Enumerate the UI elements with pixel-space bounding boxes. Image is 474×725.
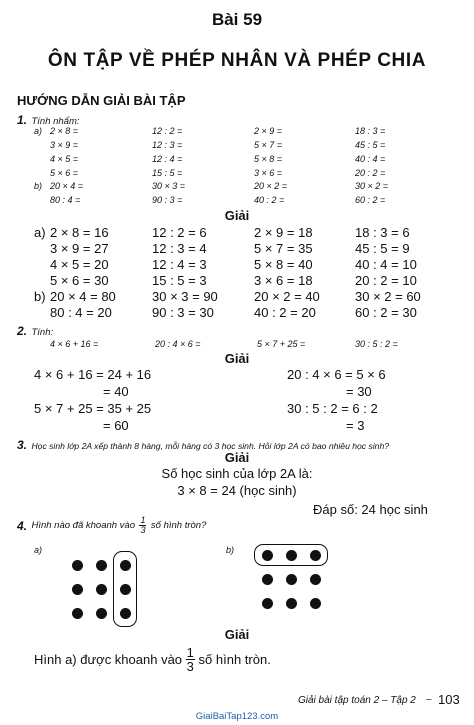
q1-answer: 2 × 9 = 18 (254, 225, 313, 240)
q2-giai: Giải (224, 351, 250, 366)
q3-solution-line: Số học sinh của lớp 2A là: (161, 466, 313, 481)
circle-dot (72, 560, 83, 571)
q1-prompt: Tính nhẩm: (31, 116, 80, 127)
q4-giai: Giải (224, 627, 250, 642)
page-title: ÔN TẬP VỀ PHÉP NHÂN VÀ PHÉP CHIA (47, 50, 427, 71)
q4-answer-fraction-numerator: 1 (186, 645, 194, 660)
q1-problem: 3 × 6 = (254, 168, 283, 178)
q2-problem: 30 : 5 : 2 = (355, 339, 398, 349)
q2-answer-line: 4 × 6 + 16 = 24 + 16 (34, 367, 152, 382)
q1-answer: 20 × 2 = 40 (254, 289, 320, 304)
q2-answer-line: 5 × 7 + 25 = 35 + 25 (34, 401, 152, 416)
q4-heading (17, 516, 206, 535)
circle-dot (310, 574, 321, 585)
q2-answer-line: = 30 (346, 384, 372, 399)
q4-answer-fraction-denominator: 3 (186, 659, 194, 674)
q1-problem: 12 : 3 = (152, 140, 183, 150)
q1-problem: 80 : 4 = (50, 195, 81, 205)
circle-dot (286, 574, 297, 585)
q4-answer-after: số hình tròn. (198, 652, 271, 667)
q3-solution-calc: 3 × 8 = 24 (học sinh) (177, 483, 297, 498)
q1-answer: 30 × 3 = 90 (152, 289, 218, 304)
q2-answer-line: = 40 (103, 384, 129, 399)
q4-fraction (139, 516, 146, 535)
q1-answer: 2 × 8 = 16 (50, 225, 109, 240)
q1-problem: 12 : 2 = (152, 126, 183, 136)
q1-answer: 18 : 3 = 6 (355, 225, 410, 240)
q2-problem: 4 × 6 + 16 = (50, 339, 99, 349)
q4-fraction-denominator: 3 (140, 525, 146, 535)
q4-answer-before: Hình a) được khoanh vào (34, 652, 183, 667)
q2-number: 2. (17, 324, 28, 338)
q1-answer: 5 × 7 = 35 (254, 241, 313, 256)
circle-dot (72, 584, 83, 595)
circle-dot (262, 574, 273, 585)
q1-answer: 12 : 2 = 6 (152, 225, 207, 240)
q1-answer: 12 : 3 = 4 (152, 241, 207, 256)
q2-problem: 20 : 4 × 6 = (155, 339, 201, 349)
q1-answer: 40 : 2 = 20 (254, 305, 316, 320)
q1-answer: 45 : 5 = 9 (355, 241, 410, 256)
q1-problem: 15 : 5 = (152, 168, 183, 178)
q4-answer-fraction (186, 646, 195, 673)
q2-answer-line: 20 : 4 × 6 = 5 × 6 (287, 367, 386, 382)
q2-answer-line: = 3 (346, 418, 365, 433)
q1-problem: 20 : 2 = (355, 168, 386, 178)
q1-answer: 20 × 4 = 80 (50, 289, 116, 304)
q1-label-b: b) (34, 181, 43, 191)
q2-answer-line: 30 : 5 : 2 = 6 : 2 (287, 401, 378, 416)
q1-answer-label-a: a) (34, 225, 46, 240)
circle-dot (96, 584, 107, 595)
q1-problem: 12 : 4 = (152, 154, 183, 164)
q1-problem: 60 : 2 = (355, 195, 386, 205)
q2-problem: 5 × 7 + 25 = (257, 339, 306, 349)
q1-answer: 40 : 4 = 10 (355, 257, 417, 272)
q4-fraction-numerator: 1 (140, 515, 146, 525)
watermark: GiaiBaiTap123.com (195, 711, 279, 722)
q1-problem: 20 × 2 = (254, 181, 288, 191)
q1-problem: 5 × 8 = (254, 154, 283, 164)
q1-problem: 2 × 9 = (254, 126, 283, 136)
footer-dash: – (426, 694, 432, 705)
encircling-loop (113, 551, 137, 627)
encircling-loop (254, 544, 328, 566)
q1-answer-label-b: b) (34, 289, 46, 304)
q3-giai: Giải (224, 450, 250, 465)
q1-answer: 80 : 4 = 20 (50, 305, 112, 320)
q1-problem: 30 × 3 = (152, 181, 186, 191)
q1-answer: 90 : 3 = 30 (152, 305, 214, 320)
q1-problem: 20 × 4 = (50, 181, 84, 191)
page-number: 103 (438, 692, 460, 707)
q4-label-a: a) (34, 545, 43, 555)
q4-prompt-before: Hình nào đã khoanh vào (31, 520, 135, 531)
q1-answer: 60 : 2 = 30 (355, 305, 417, 320)
q1-problem: 5 × 7 = (254, 140, 283, 150)
q1-problem: 45 : 5 = (355, 140, 386, 150)
q2-heading (17, 322, 53, 340)
q4-prompt-after: số hình tròn? (150, 520, 207, 531)
footer-book-title: Giải bài tập toán 2 – Tập 2 (298, 695, 416, 706)
circle-dot (96, 560, 107, 571)
circle-dot (96, 608, 107, 619)
q1-problem: 90 : 3 = (152, 195, 183, 205)
q1-answer: 12 : 4 = 3 (152, 257, 207, 272)
q1-problem: 18 : 3 = (355, 126, 386, 136)
lesson-number: Bài 59 (211, 10, 263, 29)
section-header: HƯỚNG DẪN GIẢI BÀI TẬP (17, 93, 186, 108)
q1-answer: 3 × 6 = 18 (254, 273, 313, 288)
q1-problem: 2 × 8 = (50, 126, 79, 136)
q3-prompt: Học sinh lớp 2A xếp thành 8 hàng, mỗi hàng có 3 học sinh. Hỏi lớp 2A có bao nhiêu học sinh? (31, 441, 390, 451)
q1-problem: 30 × 2 = (355, 181, 389, 191)
q1-answer: 30 × 2 = 60 (355, 289, 421, 304)
q2-prompt: Tính: (31, 327, 54, 338)
circle-dot (310, 598, 321, 609)
q3-number: 3. (17, 438, 28, 452)
q1-answer: 5 × 6 = 30 (50, 273, 109, 288)
q1-problem: 40 : 2 = (254, 195, 285, 205)
q1-label-a: a) (34, 126, 43, 136)
q1-giai: Giải (224, 208, 250, 223)
q1-answer: 5 × 8 = 40 (254, 257, 313, 272)
q3-final-answer: Đáp số: 24 học sinh (313, 502, 428, 517)
circle-dot (286, 598, 297, 609)
q2-answer-line: = 60 (103, 418, 129, 433)
q1-problem: 5 × 6 = (50, 168, 79, 178)
circle-dot (72, 608, 83, 619)
q1-problem: 40 : 4 = (355, 154, 386, 164)
q4-answer (34, 646, 271, 673)
q1-answer: 4 × 5 = 20 (50, 257, 109, 272)
q1-number: 1. (17, 113, 28, 127)
q1-answer: 20 : 2 = 10 (355, 273, 417, 288)
q1-problem: 3 × 9 = (50, 140, 79, 150)
q1-answer: 3 × 9 = 27 (50, 241, 109, 256)
q4-number: 4. (17, 518, 28, 533)
q1-answer: 15 : 5 = 3 (152, 273, 207, 288)
circle-dot (262, 598, 273, 609)
q1-problem: 4 × 5 = (50, 154, 79, 164)
q4-label-b: b) (226, 545, 235, 555)
